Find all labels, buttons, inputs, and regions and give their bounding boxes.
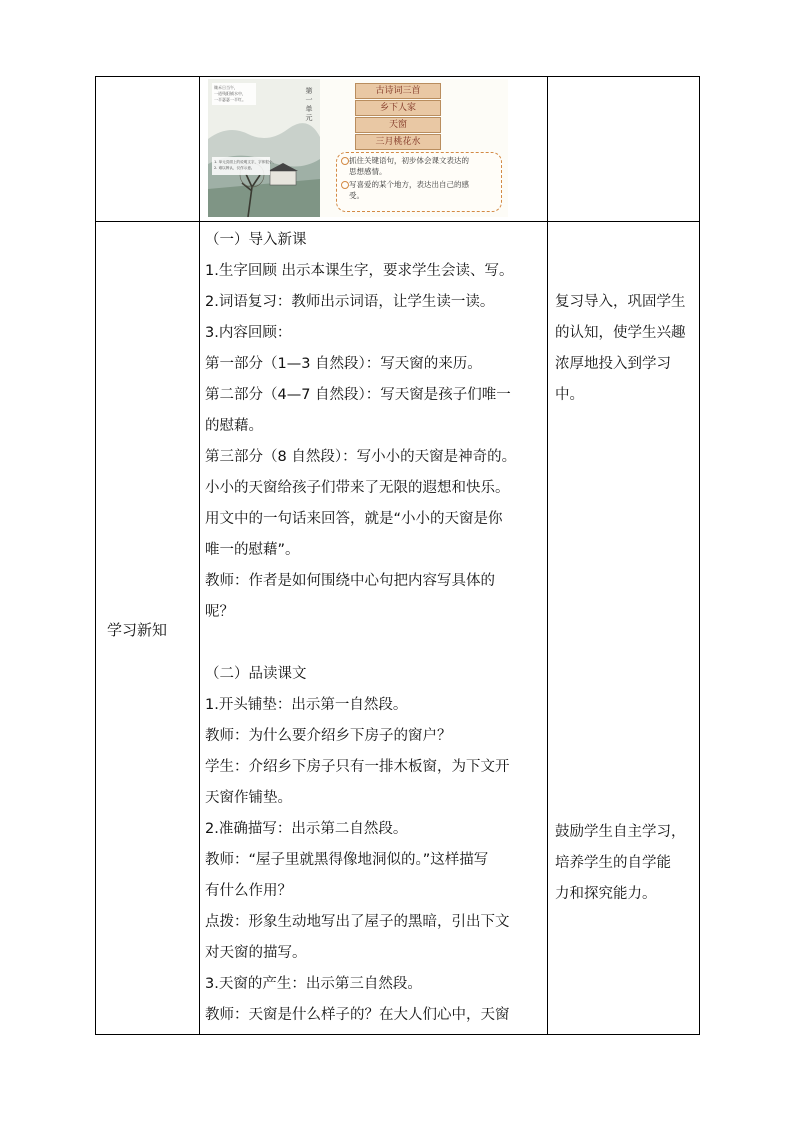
lesson-line: 点拨：形象生动地写出了屋子的黑暗，引出下文 bbox=[205, 914, 510, 930]
goal-line: 写喜爱的某个地方，表达出自己的感 bbox=[349, 180, 469, 189]
poem-line: 一道残阳铺水中， bbox=[214, 91, 246, 96]
design-note: 浓厚地投入到学习 bbox=[555, 356, 671, 372]
table-border-bottom bbox=[95, 1034, 700, 1035]
unit-page-image bbox=[208, 79, 508, 217]
lesson-line: 用文中的一句话来回答，就是“小小的天窗是你 bbox=[205, 511, 503, 527]
table-divider-1 bbox=[199, 76, 200, 1035]
lesson-line: 第二部分（4—7 自然段）：写天窗是孩子们唯一 bbox=[205, 387, 511, 403]
table-row-divider bbox=[95, 221, 700, 222]
lesson-line: 呢？ bbox=[205, 604, 234, 620]
goal-line: 受。 bbox=[349, 191, 364, 200]
lesson-badge: 三月桃花水 bbox=[355, 134, 441, 150]
lesson-line: 教师：天窗是什么样子的？在大人们心中，天窗 bbox=[205, 1007, 510, 1023]
illustration-note: 1. 单元页面上的说明文字，字体很小， bbox=[214, 160, 277, 164]
lesson-line: 的慰藉。 bbox=[205, 418, 263, 434]
lesson-line: 教师：“屋子里就黑得像地洞似的。”这样描写 bbox=[205, 852, 489, 868]
lesson-line: 教师：作者是如何围绕中心句把内容写具体的 bbox=[205, 573, 495, 589]
goal-bullet-icon bbox=[341, 181, 349, 189]
lesson-line: 1.生字回顾 出示本课生字，要求学生会读、写。 bbox=[205, 263, 514, 279]
illustration-note: 2. 难以辨认，仅作示意。 bbox=[214, 166, 255, 170]
design-note: 培养学生的自学能 bbox=[555, 855, 671, 871]
lesson-line: 1.开头铺垫：出示第一自然段。 bbox=[205, 697, 408, 713]
table-divider-2 bbox=[547, 76, 548, 1035]
lesson-line: 有什么作用？ bbox=[205, 883, 292, 899]
lesson-badge: 乡下人家 bbox=[355, 100, 441, 116]
lesson-line: 2.词语复习：教师出示词语，让学生读一读。 bbox=[205, 294, 495, 310]
lesson-line: 唯一的慰藉”。 bbox=[205, 542, 300, 558]
poem-line: 一半瑟瑟一半红。 bbox=[214, 97, 246, 102]
lesson-line: 第一部分（1—3 自然段）：写天窗的来历。 bbox=[205, 356, 482, 372]
lesson-line: 第三部分（8 自然段）：写小小的天窗是神奇的。 bbox=[205, 449, 517, 465]
table-border-left bbox=[95, 76, 96, 1035]
goal-line: 思想感情。 bbox=[349, 167, 387, 176]
lesson-line: 3.内容回顾： bbox=[205, 325, 292, 341]
lesson-badge: 天窗 bbox=[355, 117, 441, 133]
design-note: 中。 bbox=[555, 387, 584, 403]
lesson-line: 对天窗的描写。 bbox=[205, 945, 307, 961]
lesson-line: 2.准确描写：出示第二自然段。 bbox=[205, 821, 408, 837]
lesson-line: 天窗作铺垫。 bbox=[205, 790, 292, 806]
lesson-badge: 古诗词三首 bbox=[355, 83, 441, 99]
lesson-line: 小小的天窗给孩子们带来了无限的遐想和快乐。 bbox=[205, 480, 510, 496]
goal-bullet-icon bbox=[341, 157, 349, 165]
design-note: 鼓励学生自主学习， bbox=[555, 824, 686, 840]
lesson-line: 3.天窗的产生：出示第三自然段。 bbox=[205, 976, 422, 992]
section-label: 学习新知 bbox=[107, 621, 168, 639]
design-note: 力和探究能力。 bbox=[555, 886, 657, 902]
table-border-right bbox=[699, 76, 700, 1035]
lesson-line: （二）品读课文 bbox=[205, 666, 307, 682]
lesson-line: 教师：为什么要介绍乡下房子的窗户？ bbox=[205, 728, 452, 744]
lesson-line: （一）导入新课 bbox=[205, 232, 307, 248]
unit-goals-box bbox=[336, 152, 502, 212]
poem-line: 锄禾日当午， bbox=[214, 85, 238, 90]
design-note: 复习导入，巩固学生 bbox=[555, 294, 686, 310]
goal-line: 抓住关键语句，初步体会课文表达的 bbox=[349, 156, 469, 165]
unit-title: 第一单元 bbox=[305, 87, 313, 122]
design-note: 的认知，使学生兴趣 bbox=[555, 325, 686, 341]
lesson-line: 学生：介绍乡下房子只有一排木板窗，为下文开 bbox=[205, 759, 510, 775]
table-border-top bbox=[95, 76, 700, 77]
